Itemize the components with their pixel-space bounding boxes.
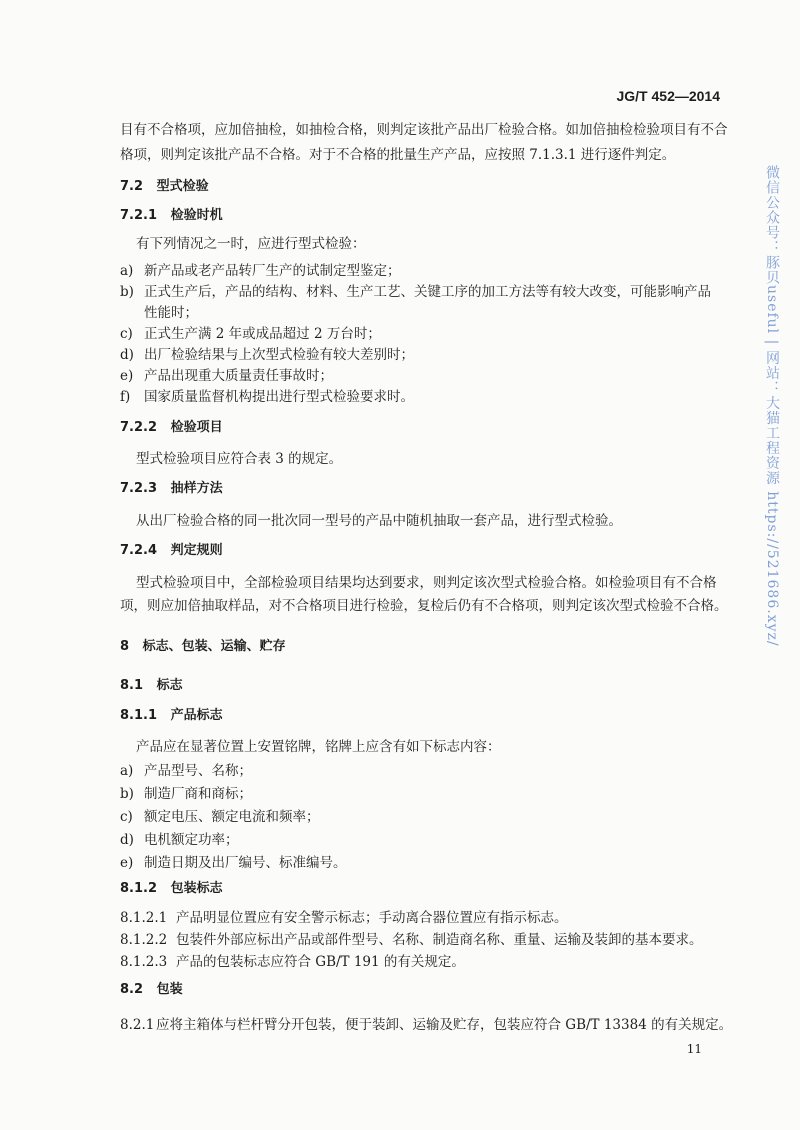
list-marker: e)	[120, 855, 134, 871]
section-title: 检验项目	[170, 420, 223, 435]
section-number: 8	[120, 639, 130, 654]
list-text: 正式生产后，产品的结构、材料、生产工艺、关键工序的加工方法等有较大改变，可能影响产品	[144, 284, 711, 300]
list-text: 出厂检验结果与上次型式检验有较大差别时；	[144, 347, 414, 363]
clause-item	[120, 931, 703, 949]
section-title: 标志、包装、运输、贮存	[142, 639, 286, 654]
paragraph-line: 项，则应加倍抽取样品，对不合格项目进行检验，复检后仍有不合格项，则判定该次型式检验不合格。	[120, 598, 728, 614]
section-title: 产品标志	[170, 708, 223, 723]
section-title: 标志	[156, 678, 183, 693]
list-marker: b)	[120, 786, 134, 802]
list-item	[120, 831, 239, 849]
list-text: 产品出现重大质量责任事故时；	[144, 368, 333, 384]
list-text: 额定电压、额定电流和频率；	[144, 809, 320, 825]
section-number: 7.2.3	[120, 481, 158, 496]
list-text: 产品型号、名称；	[144, 763, 252, 779]
list-marker: b)	[120, 284, 134, 300]
standard-number-header: JG/T 452—2014	[616, 88, 720, 104]
section-title: 抽样方法	[170, 481, 223, 496]
paragraph-line: 产品应在显著位置上安置铭牌，铭牌上应含有如下标志内容：	[136, 739, 501, 755]
list-item	[120, 785, 252, 803]
section-number: 7.2.2	[120, 420, 158, 435]
section-number: 8.1	[120, 678, 144, 693]
list-text: 电机额定功率；	[144, 832, 239, 848]
section-number: 8.1.1	[120, 708, 158, 723]
list-item	[120, 262, 401, 280]
section-heading-7-2-1	[120, 207, 223, 225]
paragraph-line: 目有不合格项，应加倍抽检，如抽检合格，则判定该批产品出厂检验合格。如加倍抽检检验项目有不合	[120, 122, 728, 138]
list-marker: d)	[120, 347, 134, 363]
clause-number: 8.1.2.3	[120, 954, 168, 970]
clause-text: 包装件外部应标出产品或部件型号、名称、制造商名称、重量、运输及装卸的基本要求。	[176, 932, 703, 948]
clause-number: 8.1.2.1	[120, 910, 168, 926]
list-marker: c)	[120, 809, 133, 825]
list-text: 正式生产满 2 年或成品超过 2 万台时；	[144, 326, 381, 342]
section-title: 包装	[156, 982, 183, 997]
list-marker: c)	[120, 326, 133, 342]
paragraph-line: 有下列情况之一时，应进行型式检验：	[136, 236, 366, 252]
list-text: 国家质量监督机构提出进行型式检验要求时。	[144, 389, 414, 405]
list-item	[120, 325, 381, 343]
list-marker: f)	[120, 389, 131, 405]
section-title: 包装标志	[170, 881, 223, 896]
section-number: 7.2	[120, 179, 144, 194]
paragraph-line: 型式检验项目中，全部检验项目结果均达到要求，则判定该次型式检验合格。如检验项目有不合格	[136, 575, 717, 591]
list-marker: d)	[120, 832, 134, 848]
section-number: 7.2.4	[120, 543, 158, 558]
section-heading-8	[120, 638, 286, 656]
section-heading-7-2	[120, 178, 209, 196]
clause-text: 应将主箱体与栏杆臂分开包装，便于装卸、运输及贮存，包装应符合 GB/T 13384 的有关规定。	[156, 1017, 733, 1033]
section-title: 检验时机	[170, 208, 223, 223]
section-heading-8-1	[120, 677, 183, 695]
section-title: 判定规则	[170, 543, 223, 558]
clause-number: 8.1.2.2	[120, 932, 168, 948]
list-item	[120, 388, 414, 406]
list-item	[120, 808, 320, 826]
section-heading-8-2	[120, 981, 183, 999]
list-item	[120, 346, 414, 364]
clause-number: 8.2.1	[120, 1017, 155, 1033]
paragraph-line: 型式检验项目应符合表 3 的规定。	[136, 451, 343, 467]
section-heading-7-2-2	[120, 419, 223, 437]
clause-item	[120, 1016, 732, 1034]
section-heading-8-1-2	[120, 880, 223, 898]
list-item	[120, 854, 347, 872]
page-number: 11	[686, 1042, 702, 1056]
list-text: 制造日期及出厂编号、标准编号。	[144, 855, 347, 871]
list-item	[120, 283, 711, 301]
clause-text: 产品明显位置应有安全警示标志；手动离合器位置应有指示标志。	[176, 910, 568, 926]
list-item	[120, 762, 252, 780]
watermark: 微信公众号：豚贝useful | 网站：大猫工程资源 https://521686.xyz/	[764, 165, 780, 647]
list-item	[120, 367, 333, 385]
list-marker: e)	[120, 368, 134, 384]
list-text: 制造厂商和商标；	[144, 786, 252, 802]
section-heading-7-2-4	[120, 542, 223, 560]
section-heading-7-2-3	[120, 480, 223, 498]
section-heading-8-1-1	[120, 707, 223, 725]
section-number: 7.2.1	[120, 208, 158, 223]
list-text: 新产品或老产品转厂生产的试制定型鉴定；	[144, 263, 401, 279]
paragraph-line: 从出厂检验合格的同一批次同一型号的产品中随机抽取一套产品，进行型式检验。	[136, 513, 622, 529]
paragraph-line: 格项，则判定该批产品不合格。对于不合格的批量生产产品，应按照 7.1.3.1 进行逐件判定。	[120, 147, 676, 163]
section-number: 8.2	[120, 982, 144, 997]
clause-text: 产品的包装标志应符合 GB/T 191 的有关规定。	[176, 954, 465, 970]
section-title: 型式检验	[156, 179, 209, 194]
list-marker: a)	[120, 263, 134, 279]
clause-item	[120, 953, 465, 971]
list-text-continued: 性能时；	[144, 305, 198, 321]
clause-item	[120, 909, 568, 927]
section-number: 8.1.2	[120, 881, 158, 896]
list-marker: a)	[120, 763, 134, 779]
